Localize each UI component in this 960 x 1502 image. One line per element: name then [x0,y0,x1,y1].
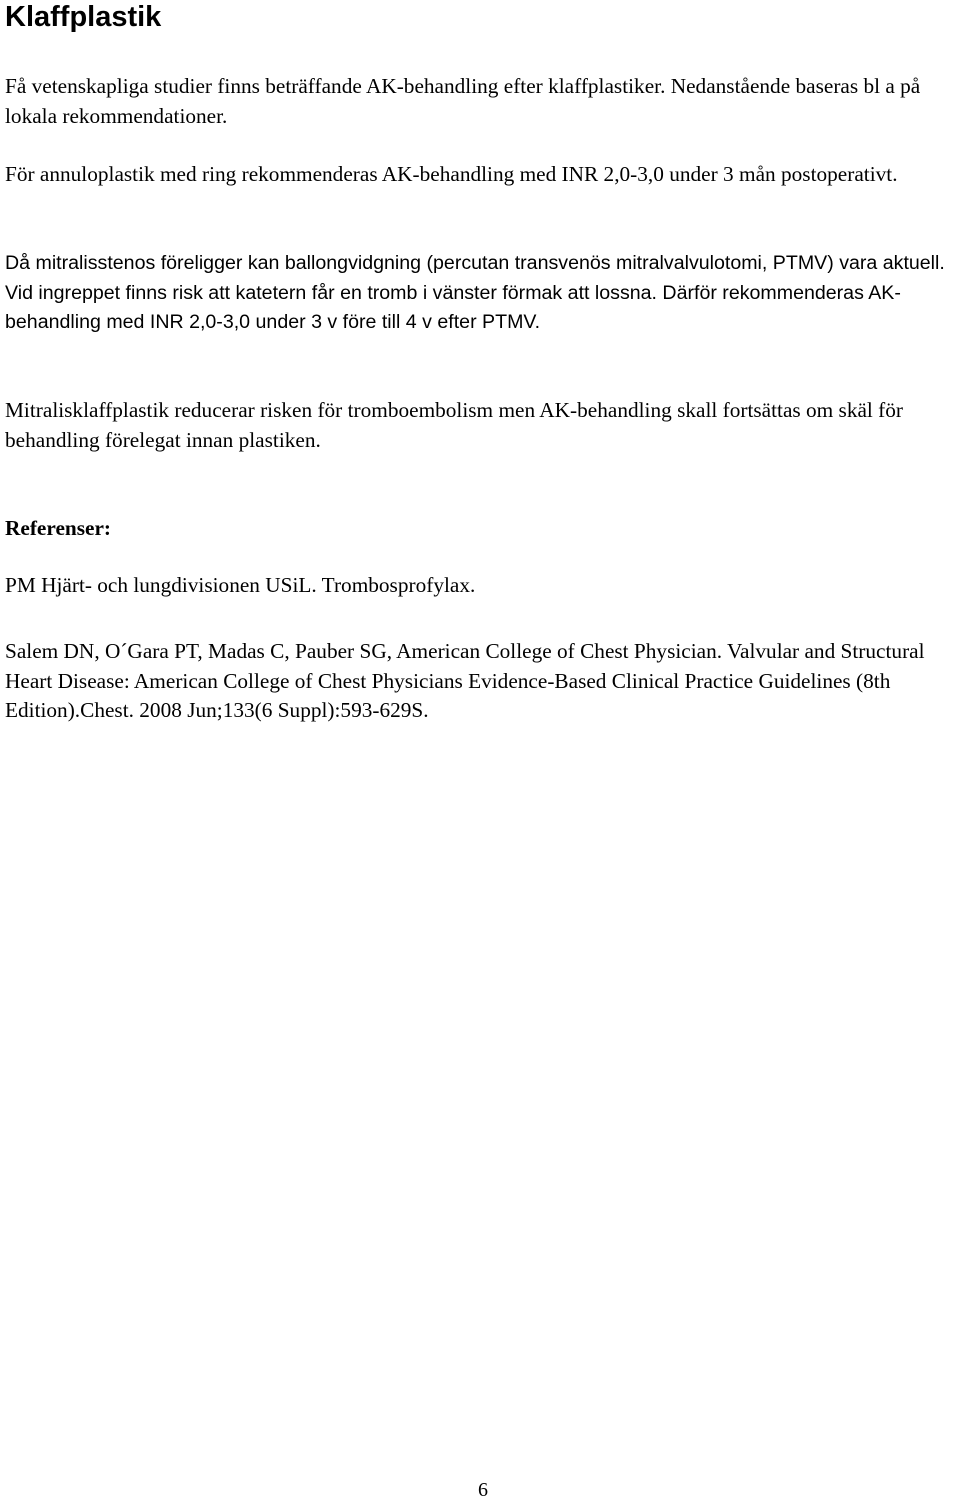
paragraph-annuloplastik: För annuloplastik med ring rekommenderas AK-behandling med INR 2,0-3,0 under 3 mån postoperativt. [5,162,898,186]
paragraph-mitralisklaffplastik: Mitralisklaffplastik reducerar risken för tromboembolism men AK-behandling skall fortsättas om skäl för behandling förelegat innan plastiken. [5,398,904,452]
page-title: Klaffplastik [5,1,162,33]
paragraph-ptmv: Då mitralisstenos föreligger kan ballongvidgning (percutan transvenös mitralvalvulotomi, PTMV) vara aktuell. Vid ingreppet finns risk att katetern får en tromb i vänster förmak att lossna. Därför rekommenderas AK-behandling med INR 2,0-3,0 under 3 v före till 4 v efter PTMV. [5,252,945,333]
page-number: 6 [478,1479,488,1501]
reference-item: PM Hjärt- och lungdivisionen USiL. Trombosprofylax. [5,573,476,597]
references-heading: Referenser: [5,516,112,540]
reference-item: Salem DN, O´Gara PT, Madas C, Pauber SG, American College of Chest Physician. Valvular and Structural Heart Disease: American College of Chest Physicians Evidence-Based Clinical Practice Guidelines (8th Edition).Chest. 2008 Jun;133(6 Suppl):593-629S. [5,639,925,722]
paragraph-intro: Få vetenskapliga studier finns beträffande AK-behandling efter klaffplastiker. Nedanstående baseras bl a på lokala rekommendationer. [5,74,921,128]
